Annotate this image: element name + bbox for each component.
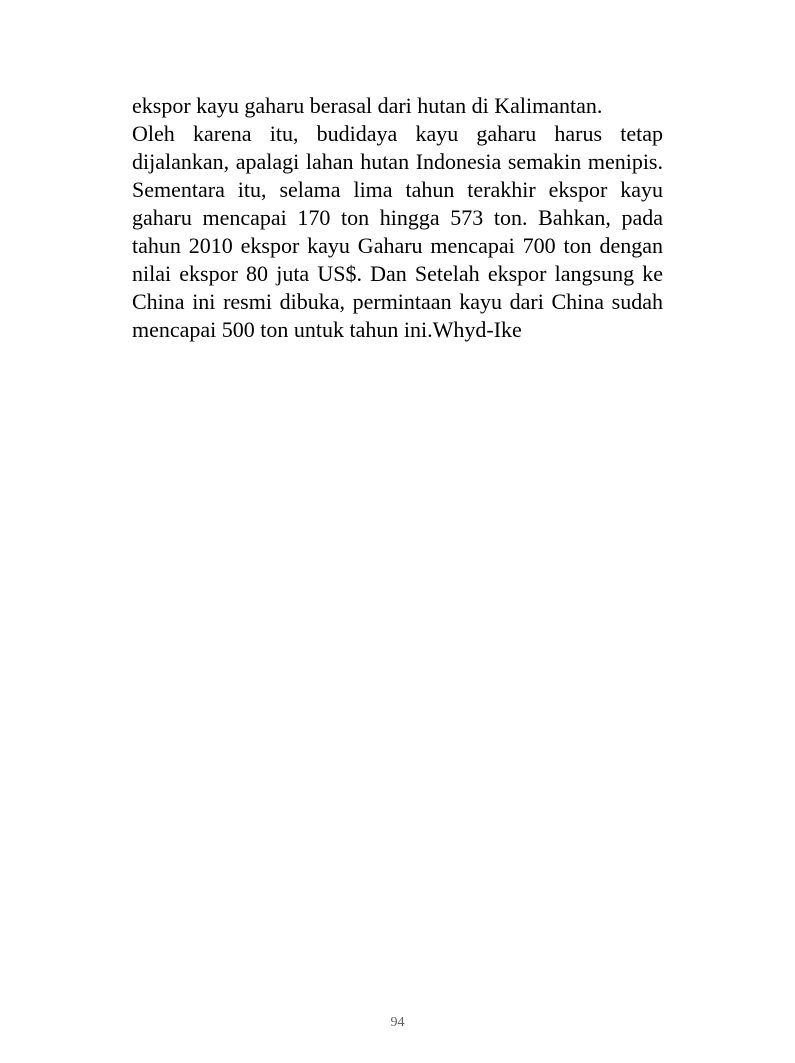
text-line: ekspor kayu gaharu berasal dari hutan di Kalimantan. xyxy=(132,93,603,118)
text-line: tahun 2010 ekspor kayu Gaharu mencapai 700 ton dengan xyxy=(132,233,663,258)
text-line: China ini resmi dibuka, permintaan kayu dari China sudah xyxy=(132,289,663,314)
text-line: dijalankan, apalagi lahan hutan Indonesia semakin menipis. xyxy=(132,149,663,174)
page-number-footer: 94 xyxy=(390,1015,405,1030)
text-line: gaharu mencapai 170 ton hingga 573 ton. Bahkan, pada xyxy=(132,205,663,230)
text-line: Sementara itu, selama lima tahun terakhir ekspor kayu xyxy=(132,177,663,202)
body-text xyxy=(132,92,663,344)
text-line: Oleh karena itu, budidaya kayu gaharu harus tetap xyxy=(132,121,663,146)
text-line: mencapai 500 ton untuk tahun ini.Whyd-Ike xyxy=(132,317,522,342)
text-line: nilai ekspor 80 juta US$. Dan Setelah ekspor langsung ke xyxy=(132,261,663,286)
